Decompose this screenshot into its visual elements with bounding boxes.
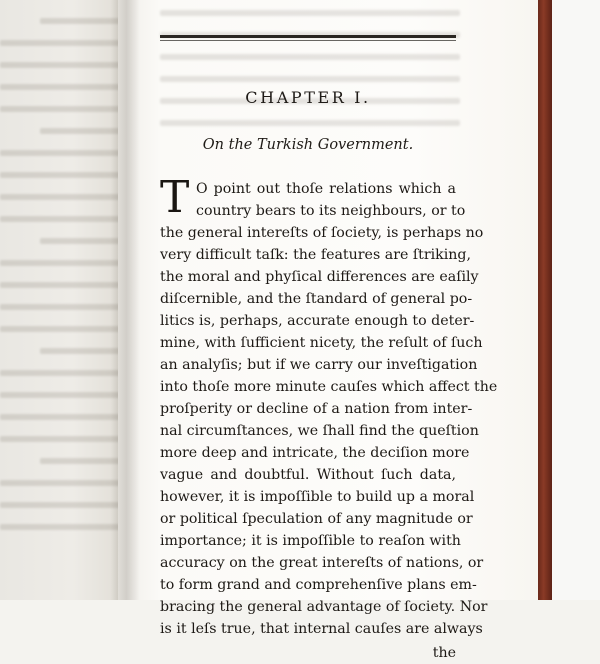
blurred-text-line xyxy=(0,480,125,486)
blurred-text-line xyxy=(0,326,125,332)
text-line: nal circumſtances, we ſhall find the queſtion xyxy=(160,423,479,439)
blurred-text-line xyxy=(0,216,125,222)
text-line: the general intereſts of ſociety, is perhaps no xyxy=(160,225,484,241)
header-rule xyxy=(160,35,456,38)
text-line: to form grand and comprehenſive plans em- xyxy=(160,577,477,593)
show-through-line xyxy=(160,120,460,126)
header-rule-thin xyxy=(160,40,456,41)
blurred-text-line xyxy=(0,62,125,68)
blurred-text-line xyxy=(0,436,125,442)
book-cover-edge xyxy=(538,0,552,600)
background xyxy=(552,0,600,600)
text-line: very difficult taſk: the features are ſtriking, xyxy=(160,247,472,263)
text-line: importance; it is impoſſible to reaſon with xyxy=(160,533,461,549)
text-line: however, it is impoſſible to build up a moral xyxy=(160,489,475,505)
blurred-text-line xyxy=(0,40,125,46)
blurred-text-line xyxy=(0,260,125,266)
blurred-text-line xyxy=(0,172,125,178)
text-line: O point out thoſe relations which a xyxy=(196,181,456,197)
page-show-through xyxy=(150,0,470,160)
show-through-line xyxy=(160,76,460,82)
blurred-text-line xyxy=(0,392,125,398)
blurred-text-line xyxy=(0,502,125,508)
text-line: or political ſpeculation of any magnitude or xyxy=(160,511,473,527)
blurred-text-line xyxy=(0,194,125,200)
text-line: into thoſe more minute cauſes which affect the xyxy=(160,379,498,395)
text-line: proſperity or decline of a nation from inter- xyxy=(160,401,473,417)
text-line: an analyſis; but if we carry our inveſtigation xyxy=(160,357,478,373)
blurred-text-line xyxy=(0,282,125,288)
drop-cap: T xyxy=(160,172,190,223)
text-line: vague and doubtful. Without ſuch data, xyxy=(160,467,456,483)
text-line: bracing the general advantage of ſociety. Nor xyxy=(160,599,488,615)
blurred-text-line xyxy=(0,414,125,420)
chapter-subtitle: On the Turkish Government. xyxy=(202,137,414,153)
blurred-text-line xyxy=(0,524,125,530)
text-line: accuracy on the great intereſts of nations, or xyxy=(160,555,484,571)
blurred-text-line xyxy=(0,304,125,310)
blurred-text-line xyxy=(0,150,125,156)
text-line: the moral and phyſical differences are eaſily xyxy=(160,269,479,285)
book-gutter xyxy=(110,0,140,600)
text-line: diſcernible, and the ſtandard of general po- xyxy=(160,291,473,307)
show-through-line xyxy=(160,54,460,60)
text-line: mine, with ſufficient nicety, the reſult of ſuch xyxy=(160,335,483,351)
show-through-line xyxy=(160,10,460,16)
text-line: country bears to its neighbours, or to xyxy=(196,203,466,219)
blurred-text-line xyxy=(0,106,125,112)
text-line: more deep and intricate, the deciſion more xyxy=(160,445,470,461)
text-line: litics is, perhaps, accurate enough to deter- xyxy=(160,313,475,329)
chapter-heading: CHAPTER I. xyxy=(245,88,371,107)
blurred-text-line xyxy=(0,84,125,90)
catchword: the xyxy=(432,645,456,661)
blurred-text-line xyxy=(0,370,125,376)
text-line: is it leſs true, that internal cauſes are always xyxy=(160,621,483,637)
